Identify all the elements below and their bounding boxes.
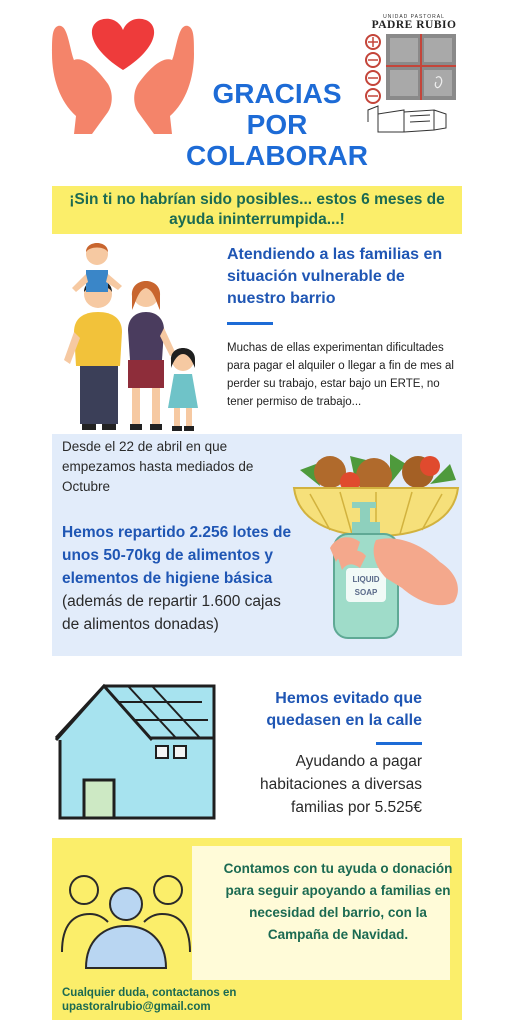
title-line-1: GRACIAS <box>212 78 342 109</box>
help-text: Contamos con tu ayuda o donación para seguir apoyando a familias en necesidad del barrio, con la Campaña de Navidad. <box>223 861 453 942</box>
families-heading: Atendiendo a las familias en situación vulnerable de nuestro barrio <box>227 246 443 307</box>
contact-info <box>62 986 322 1014</box>
title-line-3: COLABORAR <box>186 140 368 171</box>
contact-line: Cualquier duda, contactanos en <box>62 987 237 999</box>
families-body: Muchas de ellas experimentan dificultades para pagar el alquiler o llegar a fin de mes al perder su trabajo, estar bajo un ERTE, no tener permiso de trabajo... <box>227 342 454 408</box>
parish-logo <box>364 14 472 138</box>
food-summary <box>62 521 292 636</box>
divider <box>227 322 273 325</box>
community-people-icon <box>60 862 192 970</box>
soap-label-2: SOAP <box>354 588 378 597</box>
soap-label-1: LIQUID <box>352 575 380 584</box>
hands-heart-icon <box>48 8 198 143</box>
housing-body: Ayudando a pagar habitaciones a diversas familias por 5.525€ <box>260 753 422 816</box>
header <box>0 0 512 180</box>
food-summary-strong: Hemos repartido 2.256 lotes de unos 50-70kg de alimentos y elementos de higiene básica <box>62 524 292 587</box>
food-dates: Desde el 22 de abril en que empezamos hasta mediados de Octubre <box>62 439 254 494</box>
housing-heading: Hemos evitado que quedasen en la calle <box>266 690 422 729</box>
logo-name-text: PADRE RUBIO <box>371 19 457 31</box>
food-summary-rest: (además de repartir 1.600 cajas de alimentos donadas) <box>62 593 281 633</box>
parish-logo-icon <box>364 34 464 138</box>
page-title <box>178 78 376 171</box>
title-line-2: POR <box>246 109 308 140</box>
food-basket-icon <box>290 450 462 650</box>
contact-email[interactable]: upastoralrubio@gmail.com <box>62 1001 211 1013</box>
logo-unidad-text: UNIDAD PASTORAL <box>383 14 445 20</box>
thanks-banner: ¡Sin ti no habrían sido posibles... estos 6 meses de ayuda ininterrumpida...! <box>52 186 462 234</box>
divider <box>376 742 422 745</box>
family-illustration <box>60 236 220 434</box>
house-icon <box>52 680 217 820</box>
